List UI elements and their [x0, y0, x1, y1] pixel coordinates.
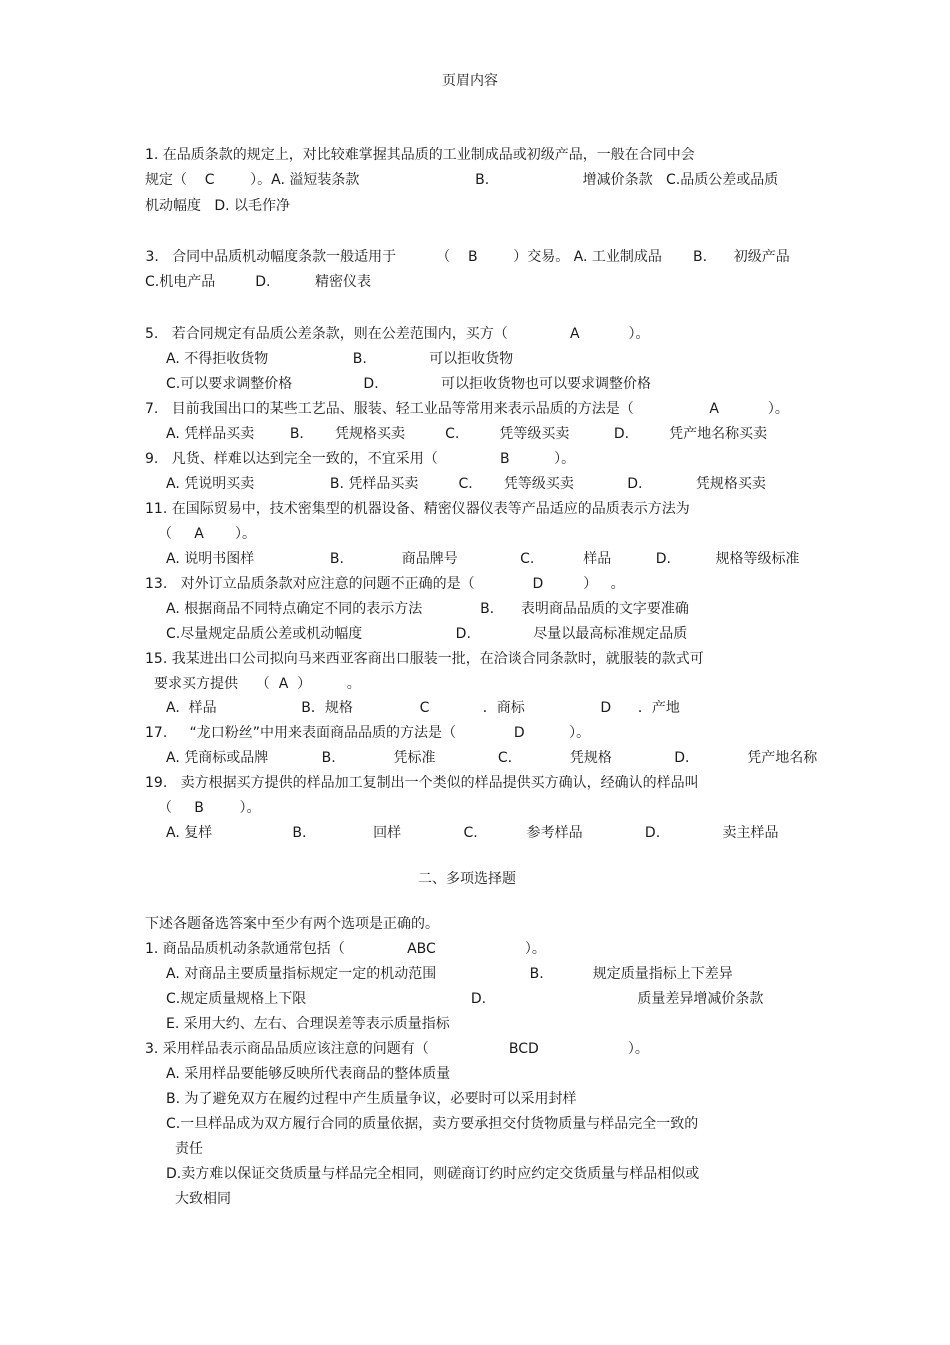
text-line: 1. 在品质条款的规定上，对比较难掌握其品质的工业制成品或初级产品，一般在合同中会 — [145, 147, 695, 163]
text-line: 下述各题备选答案中至少有两个选项是正确的。 — [145, 916, 439, 932]
text-line: C.尽量规定品质公差或机动幅度 D. 尽量以最高标准规定品质 — [166, 626, 688, 642]
text-line: D.卖方难以保证交货质量与样品完全相同，则磋商订约时应约定交货质量与样品相似或 — [166, 1166, 700, 1182]
text-line: A. 复样 B. 回样 C. 参考样品 D. 卖主样品 — [166, 825, 779, 841]
text-line: 大致相同 — [175, 1191, 231, 1207]
text-line: 3. 采用样品表示商品品质应该注意的问题有（ BCD ）。 — [145, 1041, 649, 1057]
text-line: C.机电产品 D. 精密仪表 — [145, 274, 372, 290]
text-line: E. 采用大约、左右、合理误差等表示质量指标 — [166, 1016, 450, 1032]
text-line: B. 为了避免双方在履约过程中产生质量争议，必要时可以采用封样 — [166, 1091, 577, 1107]
text-line: 规定（ C ）。A. 溢短装条款 B. 增减价条款 C.品质公差或品质 — [145, 172, 779, 188]
text-line: A. 采用样品要能够反映所代表商品的整体质量 — [166, 1066, 451, 1082]
text-line: （ A ）。 — [158, 526, 256, 542]
text-line: 责任 — [175, 1141, 203, 1157]
text-line: 13. 对外订立品质条款对应注意的问题不正确的是（ D ） 。 — [145, 576, 625, 592]
text-line: 15. 我某进出口公司拟向马来西亚客商出口服装一批，在洽谈合同条款时，就服装的款式可 — [145, 651, 704, 667]
text-line: A. 凭商标或品牌 B. 凭标准 C. 凭规格 D. 凭产地名称 — [166, 750, 818, 766]
text-line: 1. 商品品质机动条款通常包括（ ABC ）。 — [145, 941, 546, 957]
text-line: 3. 合同中品质机动幅度条款一般适用于 （ B ）交易。 A. 工业制成品 B. 初级产品 — [141, 249, 790, 265]
section-heading: 二、多项选择题 — [418, 871, 516, 887]
page-header: 页眉内容 — [442, 73, 498, 89]
text-line: A. 不得拒收货物 B. 可以拒收货物 — [166, 351, 514, 367]
text-line: 机动幅度 D. 以毛作净 — [145, 198, 291, 214]
text-line: 19. 卖方根据买方提供的样品加工复制出一个类似的样品提供买方确认，经确认的样品叫 — [145, 775, 699, 791]
text-line: C.规定质量规格上下限 D. 质量差异增减价条款 — [166, 991, 764, 1007]
text-line: 11. 在国际贸易中，技术密集型的机器设备、精密仪器仪表等产品适应的品质表示方法为 — [145, 501, 690, 517]
text-line: A. 凭说明买卖 B. 凭样品买卖 C. 凭等级买卖 D. 凭规格买卖 — [166, 476, 766, 492]
text-line: 要求买方提供 （ A ） 。 — [154, 676, 361, 692]
text-line: A. 说明书图样 B. 商品牌号 C. 样品 D. 规格等级标准 — [166, 551, 800, 567]
text-line: C.可以要求调整价格 D. 可以拒收货物也可以要求调整价格 — [166, 376, 651, 392]
text-line: A. 样品 B．规格 C ．商标 D ．产地 — [166, 700, 680, 716]
text-line: A. 对商品主要质量指标规定一定的机动范围 B. 规定质量指标上下差异 — [166, 966, 733, 982]
text-line: （ B ）。 — [158, 800, 261, 816]
text-line: 17. “龙口粉丝”中用来表面商品品质的方法是（ D ）。 — [145, 725, 591, 741]
text-line: 7. 目前我国出口的某些工艺品、服装、轻工业品等常用来表示品质的方法是（ A ）。 — [145, 401, 789, 417]
text-line: 9. 凡货、样难以达到完全一致的，不宜采用（ B ）。 — [145, 451, 576, 467]
text-line: A. 根据商品不同特点确定不同的表示方法 B. 表明商品品质的文字要准确 — [166, 601, 689, 617]
text-line: C.一旦样品成为双方履行合同的质量依据，卖方要承担交付货物质量与样品完全一致的 — [166, 1116, 699, 1132]
text-line: 5. 若合同规定有品质公差条款，则在公差范围内，买方（ A ）。 — [145, 326, 650, 342]
text-line: A. 凭样品买卖 B. 凭规格买卖 C. 凭等级买卖 D. 凭产地名称买卖 — [166, 426, 768, 442]
